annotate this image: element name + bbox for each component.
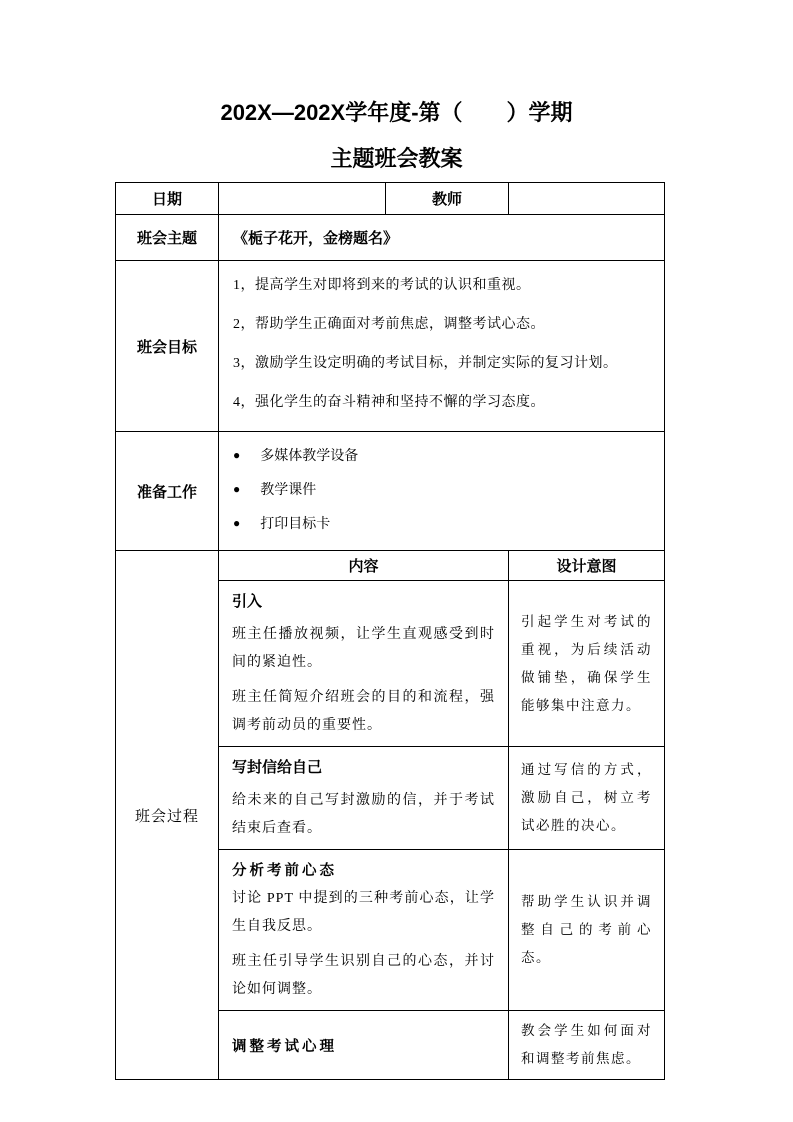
list-item <box>233 480 650 501</box>
process-content-cell <box>219 581 509 747</box>
process-step-paragraph: 给未来的自己写封激励的信，并于考试结束后查看。 <box>232 793 495 836</box>
goal-item: 3，激励学生设定明确的考试目标，并制定实际的复习计划。 <box>233 356 618 371</box>
bullet-icon: ● <box>233 516 241 530</box>
process-step-paragraph: 班主任简短介绍班会的目的和流程，强调考前动员的重要性。 <box>232 690 495 733</box>
document-title: 202X—202X学年度-第（ ）学期 <box>220 100 573 125</box>
goal-item: 4，强化学生的奋斗精神和坚持不懈的学习态度。 <box>233 395 545 410</box>
process-intent-cell: 引起学生对考试的重视，为后续活动做铺垫，确保学生能够集中注意力。 <box>509 581 665 747</box>
theme-value: 《栀子花开，金榜题名》 <box>219 215 665 261</box>
prep-item-text: 多媒体教学设备 <box>260 449 359 464</box>
intent-column-header: 设计意图 <box>509 551 665 581</box>
process-step-paragraph: 讨论 PPT 中提到的三种考前心态，让学生自我反思。 <box>232 891 495 934</box>
bullet-icon: ● <box>233 448 241 462</box>
list-item <box>233 514 650 535</box>
theme-label: 班会主题 <box>116 215 219 261</box>
process-step-title: 写封信给自己 <box>232 759 323 776</box>
date-label: 日期 <box>116 183 219 215</box>
prep-item-text: 教学课件 <box>260 483 317 498</box>
process-content-cell <box>219 747 509 850</box>
process-step-title: 调整考试心理 <box>232 1038 337 1055</box>
process-intent-cell: 教会学生如何面对和调整考前焦虑。 <box>509 1011 665 1080</box>
process-header-row <box>116 551 665 581</box>
prep-item-text: 打印目标卡 <box>260 517 331 532</box>
list-item <box>233 446 650 467</box>
preparation-label: 准备工作 <box>116 432 219 551</box>
content-column-header: 内容 <box>219 551 509 581</box>
lesson-plan-table <box>115 182 665 1080</box>
date-value-cell <box>219 183 386 215</box>
document-subtitle: 主题班会教案 <box>330 146 463 171</box>
goals-content <box>219 261 665 432</box>
process-content-cell <box>219 850 509 1011</box>
goals-row <box>116 261 665 432</box>
process-label: 班会过程 <box>116 551 219 1080</box>
teacher-value-cell <box>509 183 665 215</box>
process-intent-cell: 通过写信的方式，激励自己，树立考试必胜的决心。 <box>509 747 665 850</box>
bullet-icon: ● <box>233 482 241 496</box>
process-step-paragraph: 班主任播放视频，让学生直观感受到时间的紧迫性。 <box>232 627 495 670</box>
goals-label: 班会目标 <box>116 261 219 432</box>
teacher-label: 教师 <box>386 183 509 215</box>
process-step-title: 引入 <box>232 593 263 610</box>
process-step-title: 分析考前心态 <box>232 863 337 879</box>
goal-item: 1，提高学生对即将到来的考试的认识和重视。 <box>233 278 531 293</box>
date-teacher-row <box>116 183 665 215</box>
preparation-row <box>116 432 665 551</box>
process-step-paragraph: 班主任引导学生识别自己的心态，并讨论如何调整。 <box>232 954 495 997</box>
goal-item: 2，帮助学生正确面对考前焦虑，调整考试心态。 <box>233 317 545 332</box>
process-content-cell <box>219 1011 509 1080</box>
process-intent-cell: 帮助学生认识并调整自己的考前心态。 <box>509 850 665 1011</box>
preparation-content <box>219 432 665 551</box>
theme-row <box>116 215 665 261</box>
